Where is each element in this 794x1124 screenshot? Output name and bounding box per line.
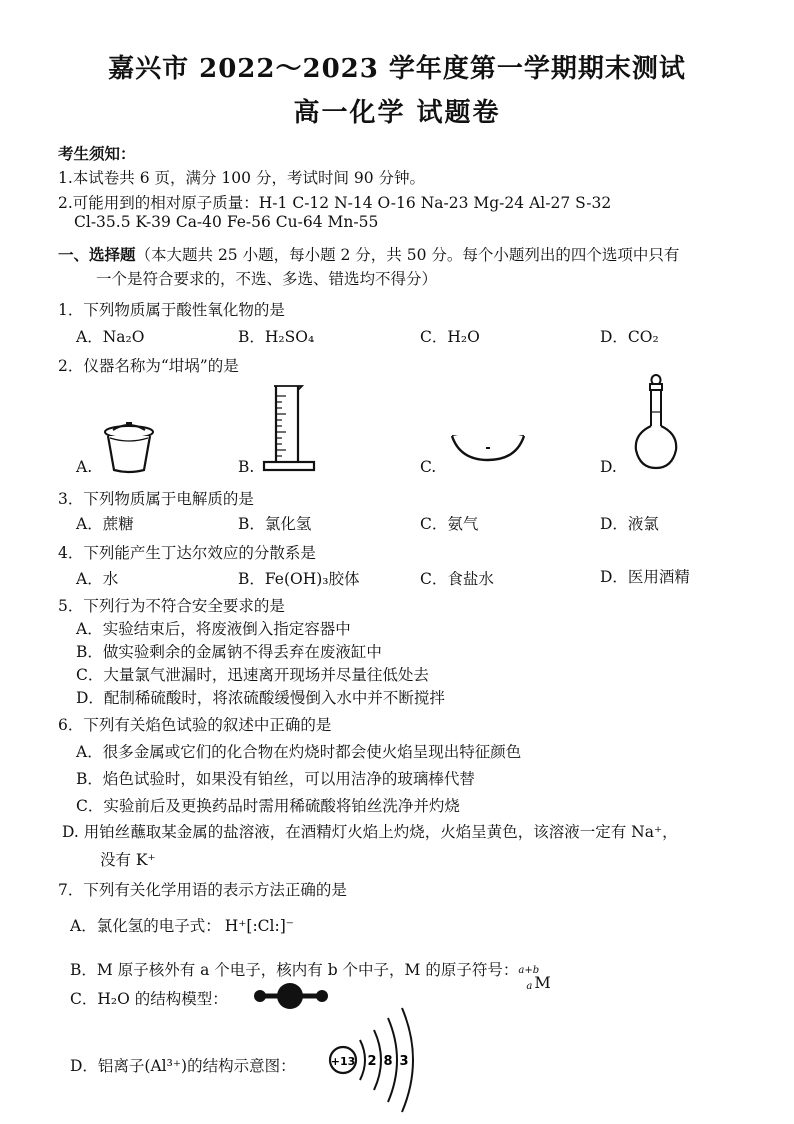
q3-stem: 3．下列物质属于电解质的是 <box>58 490 254 508</box>
q3-option-a: A．蔗糖 <box>76 515 134 533</box>
q7-option-c-label: C．H₂O 的结构模型： <box>70 990 228 1008</box>
q3-option-d: D．液氯 <box>600 515 659 533</box>
graduated-cylinder-icon <box>262 382 318 474</box>
crucible-icon <box>100 420 160 476</box>
exam-subtitle: 高一化学 试题卷 <box>293 98 501 128</box>
q5-stem: 5．下列行为不符合安全要求的是 <box>58 597 285 615</box>
volumetric-flask-icon <box>628 374 688 474</box>
q5-option-c: C．大量氯气泄漏时，迅速离开现场并尽量往低处去 <box>76 666 429 684</box>
nuclide-atomic-number: a <box>526 981 533 992</box>
shell-2-electrons: 8 <box>383 1054 393 1069</box>
q2-option-a: A. <box>76 458 93 476</box>
q3-option-c: C．氨气 <box>420 515 479 533</box>
q4-stem: 4．下列能产生丁达尔效应的分散系是 <box>58 544 316 562</box>
q6-option-d-cont: 没有 K⁺ <box>100 851 156 869</box>
water-ball-stick-model-icon <box>252 982 332 1012</box>
q2-option-b: B. <box>238 458 255 476</box>
nuclide-element: M <box>534 973 551 992</box>
notice-item-1: 1.本试卷共 6 页，满分 100 分，考试时间 90 分钟。 <box>58 169 426 187</box>
q3-option-b: B．氯化氢 <box>238 515 312 533</box>
q6-option-d: D. 用铂丝蘸取某金属的盐溶液，在酒精灯火焰上灼烧，火焰呈黄色，该溶液一定有 Na⁺， <box>62 823 678 841</box>
q2-option-c: C. <box>420 458 437 476</box>
evaporating-dish-icon <box>448 430 528 466</box>
q5-option-b: B．做实验剩余的金属钠不得丢弃在废液缸中 <box>76 643 382 661</box>
q7-option-a-label: A．氯化氢的电子式： <box>70 917 221 935</box>
q1-option-d: D．CO₂ <box>600 328 659 346</box>
q4-option-c: C．食盐水 <box>420 570 494 588</box>
q1-option-c: C．H₂O <box>420 328 480 346</box>
q7-stem: 7．下列有关化学用语的表示方法正确的是 <box>58 881 347 899</box>
shell-1-electrons: 2 <box>367 1054 377 1069</box>
shell-3-electrons: 3 <box>399 1054 409 1069</box>
q5-option-d: D．配制稀硫酸时，将浓硫酸缓慢倒入水中并不断搅拌 <box>76 689 445 707</box>
q1-option-b: B．H₂SO₄ <box>238 328 315 346</box>
section-label: 一、选择题 <box>58 245 136 264</box>
q6-option-a: A．很多金属或它们的化合物在灼烧时都会使火焰呈现出特征颜色 <box>76 743 522 761</box>
notice-heading: 考生须知： <box>58 144 136 163</box>
q2-stem: 2．仪器名称为“坩埚”的是 <box>58 357 239 375</box>
hcl-electron-formula: H⁺[:Cl:]⁻ <box>224 917 294 935</box>
q6-option-b: B．焰色试验时，如果没有铂丝，可以用洁净的玻璃棒代替 <box>76 770 475 788</box>
q6-stem: 6．下列有关焰色试验的叙述中正确的是 <box>58 716 332 734</box>
q1-stem: 1．下列物质属于酸性氧化物的是 <box>58 301 285 319</box>
section-desc: （本大题共 25 小题，每小题 2 分，共 50 分。每个小题列出的四个选项中只有 <box>135 246 680 264</box>
q1-option-a: A．Na₂O <box>76 328 145 346</box>
q7-option-b-label: B．M 原子核外有 a 个电子，核内有 b 个中子，M 的原子符号： <box>70 961 519 979</box>
notice-item-2-cont: Cl-35.5 K-39 Ca-40 Fe-56 Cu-64 Mn-55 <box>74 213 379 231</box>
q2-option-d: D. <box>600 458 617 476</box>
q4-option-b: B．Fe(OH)₃胶体 <box>238 570 360 588</box>
q6-option-c: C．实验前后及更换药品时需用稀硫酸将铂丝洗净并灼烧 <box>76 797 460 815</box>
q7-option-b <box>70 958 551 992</box>
nuclide-mass-number: a+b <box>518 965 540 976</box>
aluminum-ion-structure-diagram <box>326 1010 422 1120</box>
q5-option-a: A．实验结束后，将废液倒入指定容器中 <box>76 620 351 638</box>
q7-option-a <box>70 914 294 936</box>
q7-option-d-label: D．铝离子(Al³⁺)的结构示意图： <box>70 1057 296 1075</box>
section-desc-cont: 一个是符合要求的，不选、多选、错选均不得分） <box>96 270 438 288</box>
notice-item-2: 2.可能用到的相对原子质量：H-1 C-12 N-14 O-16 Na-23 Mg-24 Al-27 S-32 <box>58 194 612 212</box>
q4-option-a: A．水 <box>76 570 119 588</box>
exam-title: 嘉兴市 2022～2023 学年度第一学期期末测试 <box>108 54 686 84</box>
section-title <box>58 243 679 265</box>
q4-option-d: D．医用酒精 <box>600 568 690 586</box>
nucleus-charge: +13 <box>330 1055 356 1068</box>
